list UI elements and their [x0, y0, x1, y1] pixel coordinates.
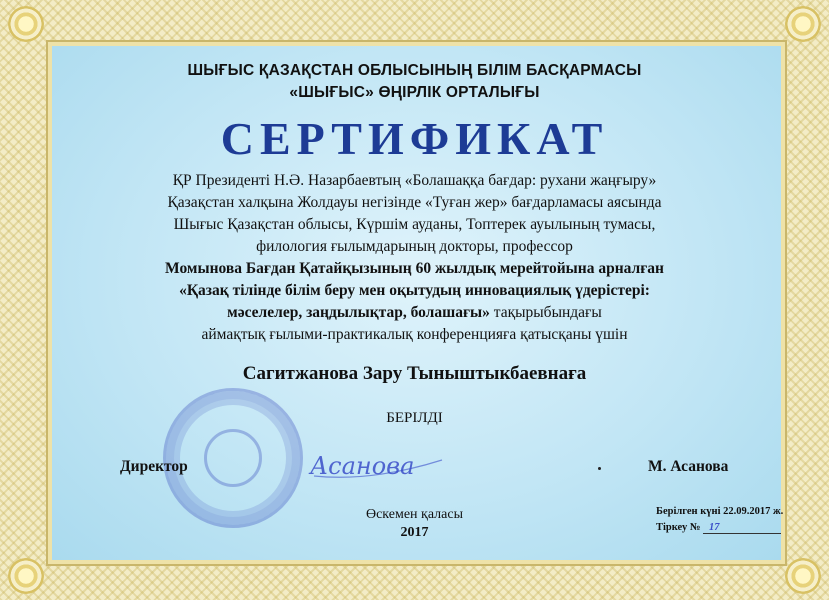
conference-title-end: мәселелер, заңдылықтар, болашағы» — [227, 304, 490, 321]
seal-emblem-icon — [204, 429, 262, 487]
body-line-3: Шығыс Қазақстан облысы, Күршім ауданы, Топтерек ауылының тумасы, — [173, 216, 656, 233]
registry-line — [656, 522, 781, 534]
corner-ornament-bottom-left — [8, 558, 44, 594]
corner-ornament-top-left — [8, 6, 44, 42]
org-line-2: «ШЫҒЫС» ӨҢІРЛІК ОРТАЛЫҒЫ — [289, 84, 540, 101]
conference-title-line-1: «Қазақ тілінде білім беру мен оқытудың инновациялық үдерістері: — [179, 282, 650, 299]
topic-suffix: тақырыбындағы — [489, 304, 602, 321]
city: Өскемен қаласы — [365, 507, 463, 522]
issued-date: Берілген күні 22.09.2017 ж. — [656, 506, 784, 517]
org-line-1: ШЫҒЫС ҚАЗАҚСТАН ОБЛЫСЫНЫҢ БІЛІМ БАСҚАРМАСЫ — [187, 62, 642, 79]
body-last-line: аймақтық ғылыми-практикалық конференцияға қатысқаны үшін — [201, 326, 628, 343]
year: 2017 — [400, 525, 429, 540]
body-line-2: Қазақстан халқына Жолдауы негізінде «Туған жер» бағдарламасы аясында — [167, 194, 662, 211]
conference-title-line-2 — [0, 302, 829, 324]
certificate-title: СЕРТИФИКАТ — [220, 113, 609, 164]
recipient-name: Сагитжанова Зару Тыныштыкбаевнаға — [242, 363, 587, 384]
corner-ornament-bottom-right — [785, 558, 821, 594]
registry-number: 17 — [703, 522, 781, 534]
registry-label: Тіркеу № — [656, 522, 701, 533]
body-line-1: ҚР Президенті Н.Ә. Назарбаевтың «Болашаққа бағдар: рухани жаңғыру» — [172, 172, 657, 189]
director-label: Директор — [120, 458, 188, 475]
signature-text: Асанова — [310, 452, 415, 480]
issued-label: БЕРІЛДІ — [386, 410, 443, 426]
body-line-4: филология ғылымдарының докторы, профессор — [256, 238, 573, 255]
signature-icon — [302, 446, 452, 486]
director-name: М. Асанова — [648, 458, 729, 475]
jubilee-line: Момынова Бағдан Қатайқызының 60 жылдық мерейтойына арналған — [165, 260, 664, 277]
corner-ornament-top-right — [785, 6, 821, 42]
mark-dot — [598, 467, 601, 470]
